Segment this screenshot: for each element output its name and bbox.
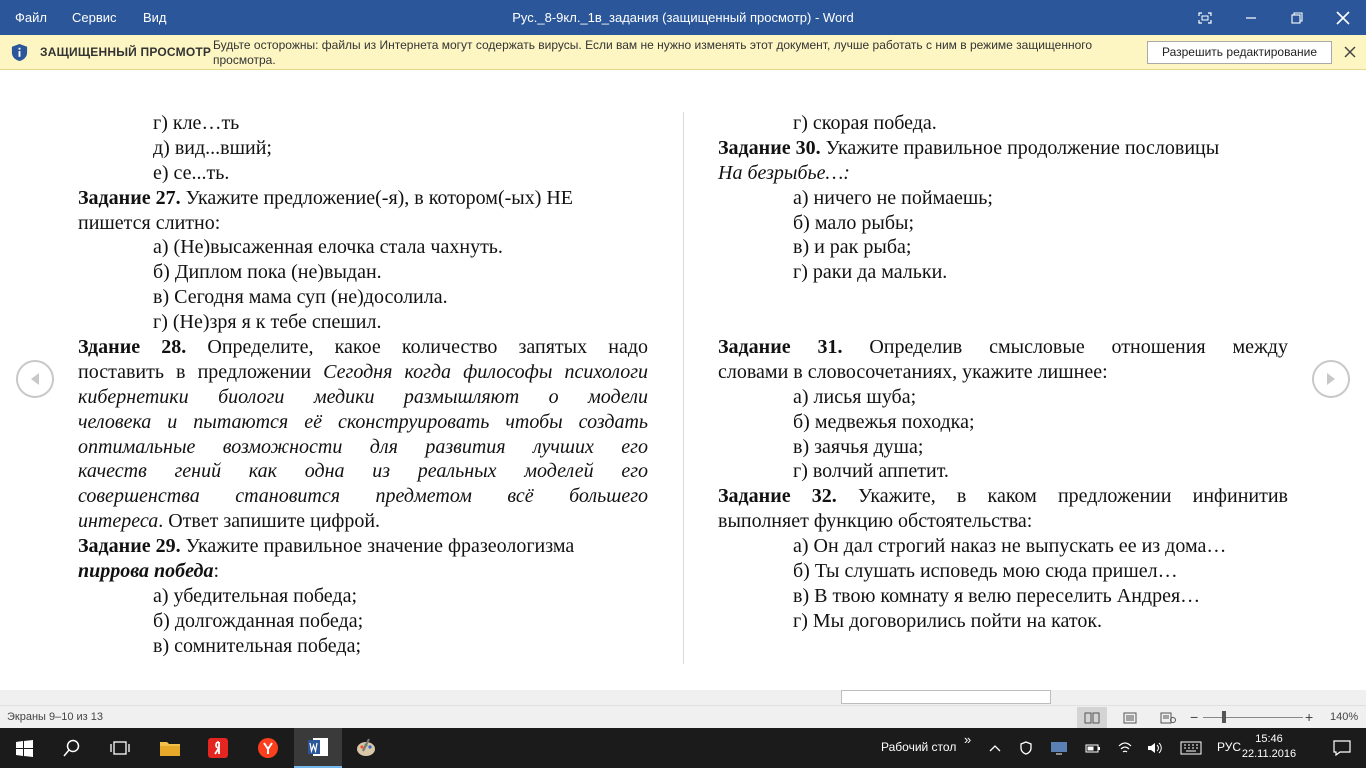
option-line: в) заячья душа;	[793, 435, 924, 458]
palette-icon	[355, 737, 377, 759]
yandex-circle-icon	[257, 737, 279, 759]
option-line: в) сомнительная победа;	[153, 634, 361, 657]
fullscreen-icon	[1198, 12, 1212, 24]
arrow-right-icon	[1325, 372, 1337, 386]
task-29-phrase: пиррова победа	[78, 560, 214, 583]
yandex-icon	[207, 737, 229, 759]
minimize-button[interactable]	[1228, 0, 1274, 35]
option-line: д) вид...вший;	[153, 136, 272, 159]
option-line: б) Ты слушать исповедь мою сюда пришел…	[793, 560, 1178, 583]
task-30-proverb: На безрыбье…:	[718, 161, 850, 184]
task-28-text: Определите, какое количество запятых надо	[207, 336, 648, 359]
task-28-line-last	[78, 509, 648, 534]
arrow-left-icon	[29, 372, 41, 386]
yandex-browser-button[interactable]	[194, 728, 242, 768]
page-icon	[1123, 712, 1137, 724]
task-28-line1	[78, 335, 648, 360]
display-tray-button[interactable]	[1045, 728, 1073, 768]
horizontal-scrollbar[interactable]	[0, 690, 1366, 705]
task-32-line1	[718, 484, 1288, 509]
option-line: в) и рак рыба;	[793, 236, 912, 259]
option-line: г) скорая победа.	[793, 112, 937, 134]
task-28-line2	[78, 360, 648, 385]
shield-icon	[1020, 741, 1032, 755]
read-mode-button[interactable]	[1077, 707, 1107, 728]
speaker-icon	[1147, 741, 1163, 755]
menu-view[interactable]: Вид	[143, 10, 167, 25]
task-28-sentence-line: человека и пытаются её сконструировать чтобы создать	[78, 410, 648, 433]
zoom-level[interactable]: 140%	[1330, 711, 1359, 723]
page-divider	[683, 112, 684, 664]
task-32-heading: Задание 32.	[718, 485, 837, 508]
title-bar	[0, 0, 1366, 35]
menu-service[interactable]: Сервис	[72, 10, 117, 25]
task-29-line2	[78, 559, 648, 584]
restore-icon	[1291, 12, 1303, 24]
close-message-bar-icon[interactable]	[1342, 44, 1358, 60]
close-button[interactable]	[1320, 0, 1366, 35]
zoom-slider[interactable]	[1203, 717, 1303, 718]
option-line: в) Сегодня мама суп (не)досолила.	[153, 286, 448, 309]
book-icon	[1084, 712, 1100, 724]
task-28-sentence-line: кибернетики биологи медики размышляют о модели	[78, 385, 648, 408]
action-center-button[interactable]	[1318, 728, 1366, 768]
info-shield-icon	[10, 43, 29, 62]
task-27-line1	[78, 186, 648, 211]
scrollbar-thumb[interactable]	[841, 690, 1051, 704]
option-line: а) ничего не поймаешь;	[793, 186, 993, 209]
zoom-slider-thumb[interactable]	[1222, 711, 1226, 723]
task-view-icon	[110, 740, 130, 756]
word-icon	[307, 736, 329, 758]
task-32-text: Укажите, в каком предложении инфинитив	[857, 485, 1289, 508]
task-27-heading: Задание 27.	[78, 186, 181, 209]
option-line: в) В твою комнату я велю переселить Андрея…	[793, 584, 1201, 607]
clock[interactable]	[1238, 732, 1300, 762]
clock-date: 22.11.2016	[1241, 748, 1297, 760]
task-27-text: Укажите предложение(-я), в котором(-ых) НЕ	[180, 186, 574, 209]
option-line: а) Он дал строгий наказ не выпускать ее из дома…	[793, 535, 1227, 558]
network-button[interactable]	[1112, 728, 1138, 768]
task-32-line2: выполняет функцию обстоятельства:	[718, 510, 1033, 533]
wifi-icon	[1117, 741, 1133, 755]
task-30-text: Укажите правильное продолжение пословицы	[820, 136, 1220, 159]
search-icon	[63, 739, 81, 757]
zoom-out-button[interactable]: −	[1190, 709, 1199, 725]
menu-file[interactable]: Файл	[15, 10, 47, 25]
task-31-line2: словами в словосочетаниях, укажите лишнее:	[718, 360, 1108, 383]
window-title: Рус._8-9кл._1в_задания (защищенный просмотр) - Word	[512, 10, 854, 25]
desktop-toolbar-label[interactable]: Рабочий стол	[881, 740, 957, 754]
task-28-sentence: интереса	[78, 510, 159, 533]
next-screen-button[interactable]	[1312, 360, 1350, 398]
start-button[interactable]	[0, 728, 48, 768]
task-30-line1	[718, 136, 1288, 161]
task-31-heading: Задание 31.	[718, 336, 843, 359]
print-layout-button[interactable]	[1115, 707, 1145, 728]
restore-button[interactable]	[1274, 0, 1320, 35]
option-line: а) лисья шуба;	[793, 385, 917, 408]
yandex-button[interactable]	[244, 728, 292, 768]
fullscreen-button[interactable]	[1182, 0, 1228, 35]
windows-icon	[16, 740, 33, 757]
left-page	[78, 111, 648, 659]
right-page	[718, 111, 1288, 634]
keyboard-icon	[1180, 741, 1202, 755]
close-icon	[1336, 11, 1350, 25]
option-line: е) се...ть.	[153, 161, 230, 184]
status-bar	[0, 705, 1366, 728]
search-button[interactable]	[48, 728, 96, 768]
volume-button[interactable]	[1142, 728, 1168, 768]
chevron-up-icon	[989, 744, 1001, 752]
task-28-sentence-line: оптимальные возможности для развития лучших его	[78, 435, 648, 458]
file-explorer-button[interactable]	[146, 728, 194, 768]
word-button[interactable]	[294, 728, 342, 768]
task-31-text: Определив смысловые отношения между	[869, 336, 1288, 359]
task-30-heading: Задание 30.	[718, 136, 821, 159]
paint-button[interactable]	[342, 728, 390, 768]
task-view-button[interactable]	[96, 728, 144, 768]
protected-view-message: Будьте осторожны: файлы из Интернета могут содержать вирусы. Если вам не нужно изменять этот документ, лучше работать с ним в режиме защищенного просмотра.	[213, 38, 1093, 67]
option-line: г) Мы договорились пойти на каток.	[793, 609, 1103, 632]
option-line: г) волчий аппетит.	[793, 460, 949, 483]
protected-view-label: ЗАЩИЩЕННЫЙ ПРОСМОТР	[40, 45, 212, 59]
battery-button[interactable]	[1080, 728, 1106, 768]
option-line: г) кле…ть	[153, 112, 240, 134]
task-28-sentence-line: совершенства становится предметом всё большего	[78, 485, 648, 508]
web-layout-button[interactable]	[1153, 707, 1183, 728]
taskbar	[0, 728, 1366, 768]
task-29-heading: Задание 29.	[78, 535, 181, 558]
folder-icon	[159, 739, 181, 757]
toolbar-chevron[interactable]: »	[964, 732, 972, 747]
language-indicator[interactable]: РУС	[1217, 740, 1242, 754]
battery-icon	[1085, 742, 1101, 754]
monitor-icon	[1050, 741, 1068, 755]
screen-counter: Экраны 9–10 из 13	[7, 711, 103, 723]
task-28-text: . Ответ запишите цифрой.	[158, 510, 381, 533]
show-hidden-icons-button[interactable]	[982, 728, 1008, 768]
clock-time: 15:46	[1255, 733, 1283, 745]
previous-screen-button[interactable]	[16, 360, 54, 398]
option-line: а) (Не)высаженная елочка стала чахнуть.	[153, 236, 503, 259]
option-line: б) мало рыбы;	[793, 211, 914, 234]
option-line: б) долгожданная победа;	[153, 609, 364, 632]
web-layout-icon	[1160, 712, 1176, 724]
task-28-heading: Здание 28.	[78, 336, 187, 359]
option-line: б) медвежья походка;	[793, 410, 975, 433]
zoom-in-button[interactable]: +	[1305, 709, 1314, 725]
option-line: г) (Не)зря я к тебе спешил.	[153, 311, 382, 334]
task-29-text: Укажите правильное значение фразеологизма	[180, 535, 575, 558]
task-28-sentence-line: качеств гений как одна из реальных моделей его	[78, 460, 648, 483]
option-line: б) Диплом пока (не)выдан.	[153, 261, 382, 284]
notification-icon	[1333, 740, 1351, 756]
minimize-icon	[1245, 12, 1257, 24]
task-29-colon: :	[213, 560, 220, 583]
enable-editing-button[interactable]: Разрешить редактирование	[1147, 41, 1332, 64]
security-tray-button[interactable]	[1013, 728, 1039, 768]
task-27-line2: пишется слитно:	[78, 211, 221, 234]
spacer	[718, 285, 1288, 335]
touch-keyboard-button[interactable]	[1176, 728, 1206, 768]
task-28-sentence: Сегодня когда философы психологи	[323, 360, 648, 383]
task-29-line1	[78, 534, 648, 559]
task-28-text: поставить в предложении	[78, 360, 324, 383]
option-line: г) раки да мальки.	[793, 261, 948, 284]
task-31-line1	[718, 335, 1288, 360]
option-line: а) убедительная победа;	[153, 584, 358, 607]
